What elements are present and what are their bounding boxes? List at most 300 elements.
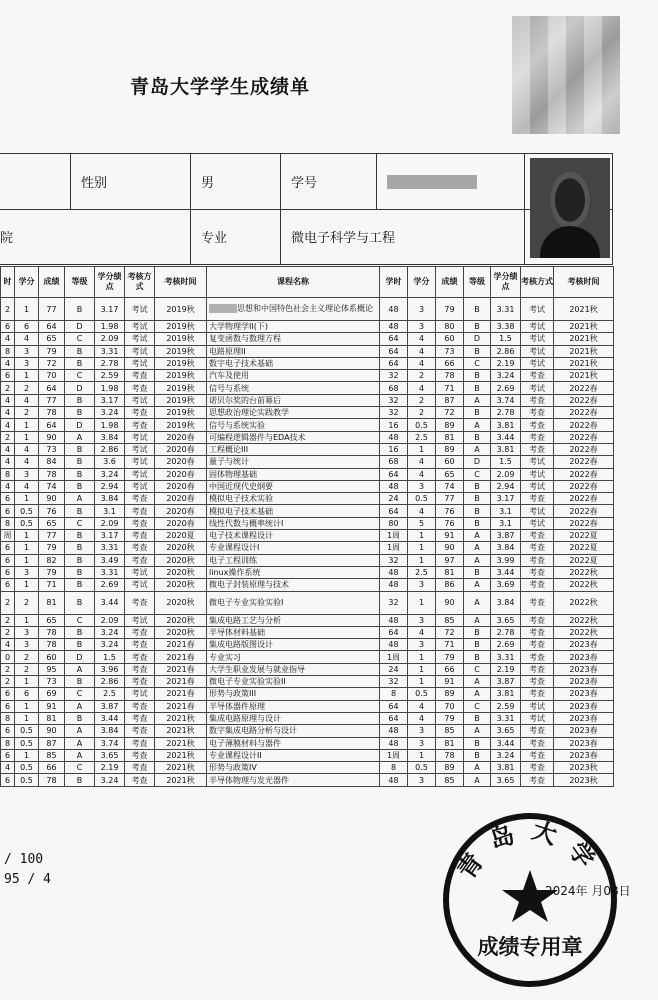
table-cell: 32 — [380, 591, 408, 614]
course-name-text: 信号与系统实验 — [209, 420, 265, 430]
column-header: 课程名称 — [207, 267, 380, 298]
column-header: 成绩 — [436, 267, 464, 298]
table-cell: 3.74 — [95, 737, 125, 749]
table-cell: 91 — [39, 700, 65, 712]
table-cell: 89 — [436, 762, 464, 774]
table-cell: 6 — [1, 554, 15, 566]
table-cell: 87 — [436, 394, 464, 406]
table-cell: 3.24 — [95, 407, 125, 419]
course-name — [207, 554, 380, 566]
table-cell: 0.5 — [15, 737, 39, 749]
table-cell: 考查 — [125, 419, 155, 431]
table-cell: 48 — [380, 614, 408, 626]
table-cell: 考查 — [125, 712, 155, 724]
table-cell: 79 — [39, 542, 65, 554]
table-cell: 2023秋 — [554, 762, 614, 774]
course-name — [207, 468, 380, 480]
table-cell: 81 — [436, 431, 464, 443]
course-name-text: 量子与统计 — [209, 457, 249, 467]
table-cell: 2 — [15, 382, 39, 394]
table-cell: 2.5 — [408, 431, 436, 443]
table-cell: 3.24 — [491, 749, 521, 761]
table-row — [1, 591, 614, 614]
table-cell: 2022春 — [554, 394, 614, 406]
table-cell: 0.5 — [408, 762, 436, 774]
table-cell: 1 — [15, 530, 39, 542]
table-cell: 考查 — [125, 370, 155, 382]
table-cell: 考查 — [521, 651, 554, 663]
table-cell: 64 — [380, 357, 408, 369]
table-cell: 3.44 — [491, 737, 521, 749]
table-cell: 73 — [39, 676, 65, 688]
table-cell: 74 — [39, 480, 65, 492]
course-name-text: 思想和中国特色社会主义理论体系概论 — [237, 304, 373, 313]
table-cell: 3.31 — [491, 651, 521, 663]
table-cell: 2019秋 — [155, 382, 207, 394]
table-cell: 3 — [408, 725, 436, 737]
table-cell: 考查 — [521, 688, 554, 700]
seal-bottom-text: 成绩专用章 — [477, 935, 583, 959]
table-cell: 78 — [39, 468, 65, 480]
table-cell: 考试 — [521, 298, 554, 321]
table-cell: 考试 — [521, 456, 554, 468]
table-cell: B — [65, 456, 95, 468]
table-cell: 3.81 — [491, 762, 521, 774]
course-name — [207, 651, 380, 663]
table-row — [1, 394, 614, 406]
table-row — [1, 456, 614, 468]
table-row — [1, 725, 614, 737]
table-cell: B — [65, 345, 95, 357]
table-cell: 32 — [380, 554, 408, 566]
table-cell: 1 — [408, 554, 436, 566]
table-cell: 2021秋 — [554, 321, 614, 333]
table-cell: 考试 — [125, 298, 155, 321]
table-cell: 4 — [1, 407, 15, 419]
table-cell: 6 — [1, 370, 15, 382]
table-cell: 2022秋 — [554, 566, 614, 578]
table-cell: 考试 — [125, 321, 155, 333]
table-cell: 4 — [408, 345, 436, 357]
table-cell: 78 — [39, 774, 65, 786]
table-cell: 4 — [15, 456, 39, 468]
table-cell: 考查 — [521, 749, 554, 761]
table-cell: 4 — [1, 639, 15, 651]
table-cell: 2020秋 — [155, 591, 207, 614]
table-row — [1, 443, 614, 455]
table-cell: 考查 — [521, 774, 554, 786]
table-cell: B — [65, 357, 95, 369]
major-value: 微电子科学与工程 — [280, 209, 524, 264]
gender-value: 男 — [190, 154, 280, 209]
table-row — [1, 639, 614, 651]
table-cell: A — [464, 688, 491, 700]
table-cell: 65 — [39, 517, 65, 529]
table-cell: 考查 — [521, 431, 554, 443]
table-cell: 考查 — [521, 542, 554, 554]
table-cell: 85 — [436, 774, 464, 786]
table-cell: 0.5 — [15, 762, 39, 774]
course-name — [207, 407, 380, 419]
table-cell: B — [65, 443, 95, 455]
table-cell: C — [464, 357, 491, 369]
table-cell: 2020秋 — [155, 579, 207, 591]
course-name-text: 集成电路工艺与分析 — [209, 615, 281, 625]
course-name-text: 汽车及使用 — [209, 371, 249, 381]
table-cell: 2.94 — [491, 480, 521, 492]
course-name — [207, 530, 380, 542]
table-cell: 2022夏 — [554, 530, 614, 542]
course-name — [207, 749, 380, 761]
table-cell: 6 — [1, 700, 15, 712]
table-cell: 3.65 — [491, 725, 521, 737]
table-cell: 66 — [39, 762, 65, 774]
table-cell: A — [464, 725, 491, 737]
table-cell: 考查 — [521, 443, 554, 455]
course-name — [207, 505, 380, 517]
table-cell: 78 — [436, 370, 464, 382]
table-cell: 1 — [15, 542, 39, 554]
table-cell: 89 — [436, 443, 464, 455]
table-cell: 66 — [436, 357, 464, 369]
table-cell: 4 — [408, 468, 436, 480]
table-cell: B — [464, 737, 491, 749]
table-cell: 79 — [39, 566, 65, 578]
table-cell: 2019秋 — [155, 370, 207, 382]
table-cell: D — [464, 333, 491, 345]
table-cell: A — [65, 737, 95, 749]
table-cell: 90 — [436, 542, 464, 554]
table-cell: 1 — [408, 663, 436, 675]
table-cell: 3.81 — [491, 688, 521, 700]
table-cell: 2021春 — [155, 651, 207, 663]
table-cell: 48 — [380, 566, 408, 578]
table-cell: 2023春 — [554, 725, 614, 737]
table-cell: 64 — [380, 626, 408, 638]
table-cell: 76 — [436, 505, 464, 517]
table-cell: 2021春 — [155, 688, 207, 700]
table-cell: 考试 — [521, 468, 554, 480]
table-cell: 2.78 — [491, 407, 521, 419]
table-cell: 4 — [15, 333, 39, 345]
table-cell: 2020春 — [155, 517, 207, 529]
table-row — [1, 774, 614, 786]
table-cell: 2023秋 — [554, 774, 614, 786]
table-cell: 90 — [39, 431, 65, 443]
column-header: 等级 — [464, 267, 491, 298]
table-cell: B — [464, 407, 491, 419]
table-cell: 2.78 — [491, 626, 521, 638]
table-cell: 考查 — [125, 762, 155, 774]
table-cell: C — [65, 762, 95, 774]
course-name-text: 专业课程设计I — [209, 543, 260, 553]
table-cell: 3.81 — [491, 443, 521, 455]
table-cell: 考查 — [125, 639, 155, 651]
table-row — [1, 370, 614, 382]
table-cell: 4 — [408, 333, 436, 345]
table-cell: 考试 — [125, 480, 155, 492]
column-header: 考核时间 — [155, 267, 207, 298]
table-cell: 91 — [436, 530, 464, 542]
table-cell: 考查 — [521, 370, 554, 382]
table-cell: 3.17 — [491, 493, 521, 505]
table-cell: C — [65, 333, 95, 345]
table-cell: 48 — [380, 737, 408, 749]
course-name-text: 中国近现代史纲要 — [209, 482, 273, 491]
table-cell: 3.87 — [95, 700, 125, 712]
table-cell: 90 — [39, 493, 65, 505]
table-cell: 考查 — [125, 737, 155, 749]
course-name-text: 微电子专业实验实验II — [209, 677, 286, 687]
course-name-text: 数字电子技术基础 — [209, 359, 273, 369]
table-cell: 81 — [436, 737, 464, 749]
table-cell: A — [464, 676, 491, 688]
table-cell: 72 — [436, 626, 464, 638]
table-cell: 2022春 — [554, 480, 614, 492]
table-cell: 65 — [39, 333, 65, 345]
table-cell: 3.1 — [491, 517, 521, 529]
table-cell: 考试 — [521, 700, 554, 712]
course-name — [207, 626, 380, 638]
table-cell: B — [464, 712, 491, 724]
student-info — [0, 153, 613, 264]
table-cell: 考试 — [125, 345, 155, 357]
table-cell: 48 — [380, 725, 408, 737]
table-cell: 2023春 — [554, 676, 614, 688]
table-row — [1, 357, 614, 369]
table-cell: 80 — [436, 321, 464, 333]
table-cell: 1 — [15, 614, 39, 626]
table-cell: 1周 — [380, 542, 408, 554]
column-header: 成绩 — [39, 267, 65, 298]
major-label: 专业 — [190, 209, 280, 264]
redacted-block — [209, 304, 237, 313]
table-cell: 64 — [380, 712, 408, 724]
table-cell: 3.65 — [95, 749, 125, 761]
table-row — [1, 333, 614, 345]
table-cell: 48 — [380, 579, 408, 591]
table-cell: 3.31 — [95, 566, 125, 578]
table-cell: B — [464, 566, 491, 578]
table-cell: 2 — [1, 382, 15, 394]
table-row — [1, 712, 614, 724]
table-cell: 85 — [436, 614, 464, 626]
table-row — [1, 749, 614, 761]
table-cell: 1 — [15, 431, 39, 443]
table-cell: 2.5 — [408, 566, 436, 578]
table-cell: 3 — [15, 345, 39, 357]
table-row — [1, 737, 614, 749]
table-cell: 82 — [39, 554, 65, 566]
table-cell: 2022夏 — [554, 542, 614, 554]
table-cell: 74 — [436, 480, 464, 492]
table-cell: 2022春 — [554, 468, 614, 480]
table-cell: A — [65, 700, 95, 712]
table-cell: 2019秋 — [155, 419, 207, 431]
table-cell: 2019秋 — [155, 298, 207, 321]
table-row — [1, 554, 614, 566]
table-cell: 0.5 — [408, 688, 436, 700]
table-cell: 2020春 — [155, 443, 207, 455]
table-row — [1, 614, 614, 626]
table-cell: 4 — [15, 394, 39, 406]
table-cell: 考查 — [125, 517, 155, 529]
table-cell: 4 — [408, 505, 436, 517]
course-name — [207, 419, 380, 431]
table-cell: 79 — [436, 712, 464, 724]
table-cell: 2021春 — [155, 639, 207, 651]
table-cell: 0.5 — [408, 493, 436, 505]
table-cell: 1 — [15, 712, 39, 724]
table-cell: 2.19 — [95, 762, 125, 774]
table-cell: 6 — [1, 566, 15, 578]
course-name-text: 集成电路版图设计 — [209, 640, 273, 650]
table-cell: 考试 — [125, 431, 155, 443]
table-row — [1, 493, 614, 505]
table-row — [1, 700, 614, 712]
table-cell: 0.5 — [15, 505, 39, 517]
table-cell: 考查 — [521, 626, 554, 638]
table-cell: 2 — [408, 370, 436, 382]
table-cell: 3.84 — [491, 591, 521, 614]
table-cell: 3 — [15, 468, 39, 480]
table-cell: 3.84 — [491, 542, 521, 554]
table-cell: 60 — [436, 333, 464, 345]
course-name-text: 形势与政策IV — [209, 763, 257, 773]
course-name — [207, 345, 380, 357]
table-cell: 4 — [408, 382, 436, 394]
table-cell: B — [65, 542, 95, 554]
table-cell: 1 — [15, 493, 39, 505]
table-cell: 68 — [380, 382, 408, 394]
table-cell: 6 — [1, 749, 15, 761]
table-cell: 4 — [15, 443, 39, 455]
table-cell: 考查 — [521, 591, 554, 614]
table-cell: 3.24 — [95, 774, 125, 786]
table-row — [1, 321, 614, 333]
table-cell: 2021秋 — [554, 333, 614, 345]
table-cell: 64 — [380, 505, 408, 517]
table-cell: 考查 — [125, 382, 155, 394]
column-header: 考核方式 — [521, 267, 554, 298]
table-cell: C — [65, 614, 95, 626]
table-cell: 64 — [39, 321, 65, 333]
seal-top-text: 青岛大学 — [451, 815, 609, 885]
table-row — [1, 579, 614, 591]
column-header: 考核时间 — [554, 267, 614, 298]
table-cell: 0 — [1, 651, 15, 663]
course-name-text: 数字集成电路分析与设计 — [209, 726, 297, 736]
table-cell: 48 — [380, 431, 408, 443]
table-cell: 65 — [39, 614, 65, 626]
table-cell: 2022春 — [554, 456, 614, 468]
table-cell: 考试 — [521, 382, 554, 394]
table-cell: A — [464, 762, 491, 774]
course-name-text: 半导体器件原理 — [209, 701, 265, 711]
table-cell: 2022春 — [554, 505, 614, 517]
table-cell: 84 — [39, 456, 65, 468]
table-cell: 1.5 — [491, 456, 521, 468]
table-cell: 3.1 — [95, 505, 125, 517]
course-name — [207, 737, 380, 749]
table-cell: C — [464, 663, 491, 675]
course-name — [207, 517, 380, 529]
course-name — [207, 614, 380, 626]
table-cell: 2022春 — [554, 431, 614, 443]
table-cell: 2021秋 — [155, 749, 207, 761]
table-cell: 2.69 — [491, 639, 521, 651]
table-cell: A — [464, 443, 491, 455]
table-cell: 2.09 — [95, 517, 125, 529]
table-cell: 4 — [408, 456, 436, 468]
course-name-text: 思想政治理论实践教学 — [209, 408, 289, 418]
table-cell: 3 — [15, 357, 39, 369]
table-cell: 2019秋 — [155, 333, 207, 345]
course-name-text: 模拟电子技术实验 — [209, 494, 273, 504]
table-cell: 32 — [380, 407, 408, 419]
table-cell: B — [65, 626, 95, 638]
table-row — [1, 688, 614, 700]
table-cell: 76 — [39, 505, 65, 517]
table-cell: 考查 — [521, 407, 554, 419]
table-cell: 考试 — [125, 443, 155, 455]
table-cell: 2022秋 — [554, 591, 614, 614]
table-cell: 2022秋 — [554, 579, 614, 591]
table-cell: 考查 — [125, 626, 155, 638]
table-cell: 64 — [39, 419, 65, 431]
table-cell: 6 — [1, 542, 15, 554]
table-cell: 周 — [1, 530, 15, 542]
course-name — [207, 456, 380, 468]
table-row — [1, 431, 614, 443]
course-name — [207, 443, 380, 455]
table-cell: 1 — [15, 700, 39, 712]
table-cell: 考查 — [521, 639, 554, 651]
table-cell: B — [65, 676, 95, 688]
table-cell: 5 — [408, 517, 436, 529]
table-cell: 考查 — [125, 530, 155, 542]
table-cell: 2021秋 — [554, 370, 614, 382]
table-cell: C — [464, 468, 491, 480]
table-cell: 8 — [1, 517, 15, 529]
table-cell: 2019秋 — [155, 321, 207, 333]
table-cell: 6 — [1, 688, 15, 700]
table-cell: B — [464, 345, 491, 357]
table-cell: 2023春 — [554, 712, 614, 724]
table-cell: 24 — [380, 663, 408, 675]
course-name — [207, 298, 380, 321]
table-cell: 3.17 — [95, 530, 125, 542]
table-cell: 2019秋 — [155, 357, 207, 369]
table-cell: 64 — [380, 333, 408, 345]
table-cell: 1 — [408, 676, 436, 688]
table-cell: 6 — [1, 774, 15, 786]
table-cell: 2.69 — [95, 579, 125, 591]
table-cell: 72 — [39, 357, 65, 369]
course-name — [207, 566, 380, 578]
table-cell: A — [464, 774, 491, 786]
table-cell: B — [65, 566, 95, 578]
table-cell: 考试 — [125, 579, 155, 591]
table-cell: B — [65, 298, 95, 321]
table-cell: 1 — [408, 651, 436, 663]
table-cell: A — [65, 725, 95, 737]
table-cell: 2 — [15, 407, 39, 419]
table-cell: 2.69 — [491, 382, 521, 394]
table-cell: B — [464, 651, 491, 663]
gender-label: 性别 — [70, 154, 190, 209]
table-cell: 8 — [380, 762, 408, 774]
